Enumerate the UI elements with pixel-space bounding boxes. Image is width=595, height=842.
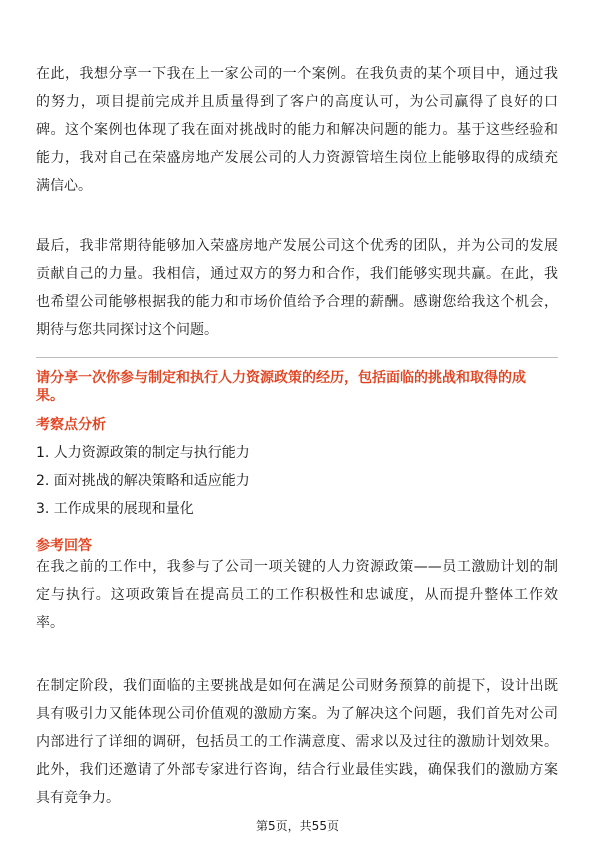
text-line: 满信心。 [36, 178, 92, 194]
analysis-heading: 考察点分析 [36, 417, 106, 433]
text-line: 率。 [36, 615, 64, 631]
text-line: 贡献自己的力量。我相信，通过双方的努力和合作，我们能够实现共赢。在此，我 [36, 266, 558, 282]
text-line: 的努力，项目提前完成并且质量得到了客户的高度认可，为公司赢得了良好的口 [36, 94, 558, 110]
text-line: 内部进行了详细的调研，包括员工的工作满意度、需求以及过往的激励计划效果。 [36, 734, 558, 750]
text-line: 最后，我非常期待能够加入荣盛房地产发展公司这个优秀的团队，并为公司的发展 [36, 238, 558, 254]
text-line: 在我之前的工作中，我参与了公司一项关键的人力资源政策——员工激励计划的制 [36, 559, 558, 575]
text-line: 期待与您共同探讨这个问题。 [36, 322, 218, 338]
intro-paragraph [36, 60, 558, 200]
text-line: 能力，我对自己在荣盛房地产发展公司的人力资源管培生岗位上能够取得的成绩充 [36, 150, 558, 166]
section-divider [36, 357, 558, 358]
reference-paragraph-2 [36, 672, 558, 812]
analysis-point: 1. 人力资源政策的制定与执行能力 [36, 445, 250, 461]
analysis-point: 2. 面对挑战的解决策略和适应能力 [36, 473, 250, 489]
text-line: 也希望公司能够根据我的能力和市场价值给予合理的薪酬。感谢您给我这个机会， [36, 294, 558, 310]
text-line: 在制定阶段，我们面临的主要挑战是如何在满足公司财务预算的前提下，设计出既 [36, 678, 558, 694]
reference-heading: 参考回答 [36, 538, 92, 554]
closing-paragraph [36, 232, 558, 344]
text-line: 具有竞争力。 [36, 790, 120, 806]
interview-question [36, 369, 558, 405]
question-line: 请分享一次你参与制定和执行人力资源政策的经历，包括面临的挑战和取得的成 [36, 370, 526, 386]
page-number-footer: 第5页，共55页 [256, 819, 339, 833]
text-line: 定与执行。这项政策旨在提高员工的工作积极性和忠诚度，从而提升整体工作效 [36, 587, 558, 603]
text-line: 碑。这个案例也体现了我在面对挑战时的能力和解决问题的能力。基于这些经验和 [36, 122, 558, 138]
analysis-point: 3. 工作成果的展现和量化 [36, 501, 194, 517]
text-line: 在此，我想分享一下我在上一家公司的一个案例。在我负责的某个项目中，通过我 [36, 66, 558, 82]
reference-paragraph-1 [36, 553, 558, 637]
question-line: 果。 [36, 388, 64, 404]
text-line: 此外，我们还邀请了外部专家进行咨询，结合行业最佳实践，确保我们的激励方案 [36, 762, 558, 778]
text-line: 具有吸引力又能体现公司价值观的激励方案。为了解决这个问题，我们首先对公司 [36, 706, 558, 722]
